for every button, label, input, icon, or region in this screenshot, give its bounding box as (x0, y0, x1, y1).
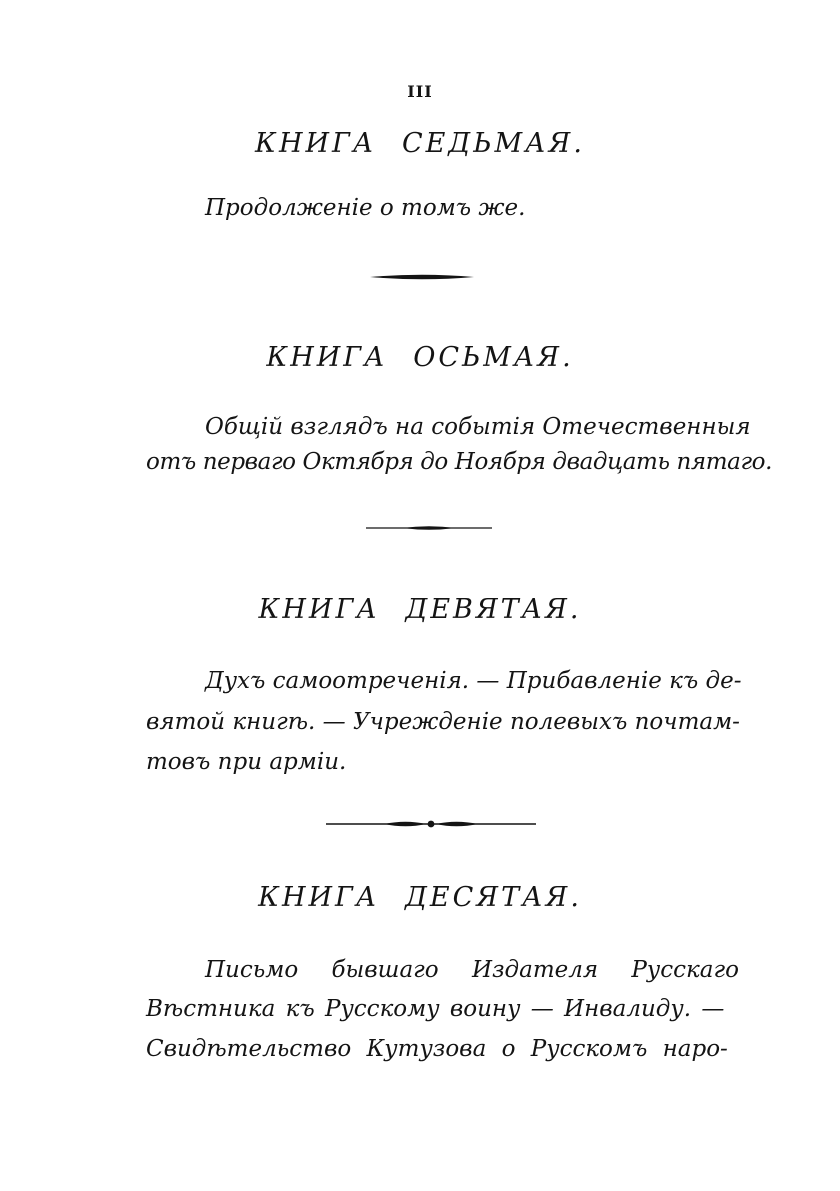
book-nine-line-2: вятой книгѣ. — Учрежденіе полевыхъ почтам- (146, 709, 740, 735)
book-eight-line-2: отъ перваго Октября до Ноября двадцать пятаго. (146, 449, 773, 475)
page-number: III (407, 82, 433, 101)
book-eight-heading: КНИГА ОСЬМАЯ. (266, 342, 574, 373)
book-ten-heading: КНИГА ДЕСЯТАЯ. (258, 882, 582, 913)
book-seven-line-1: Продолженіе о томъ же. (205, 195, 526, 221)
book-ten-line-1: Письмо бывшаго Издателя Русскаго (205, 957, 739, 983)
book-ten-line-3: Свидѣтельство Кутузова о Русскомъ наро- (146, 1036, 728, 1062)
book-seven-heading: КНИГА СЕДЬМАЯ. (255, 128, 585, 159)
book-eight-line-1: Общій взглядъ на событія Отечественныя (205, 414, 751, 440)
book-nine-line-3: товъ при арміи. (146, 749, 347, 775)
ornamental-rule-3 (326, 818, 536, 830)
ornamental-rule-2 (366, 522, 492, 534)
ornamental-rule-1 (370, 271, 474, 283)
book-nine-heading: КНИГА ДЕВЯТАЯ. (258, 594, 582, 625)
book-ten-line-2: Вѣстника къ Русскому воину — Инвалиду. — (146, 996, 725, 1022)
book-nine-line-1: Духъ самоотреченія. — Прибавленіе къ де- (205, 668, 742, 694)
